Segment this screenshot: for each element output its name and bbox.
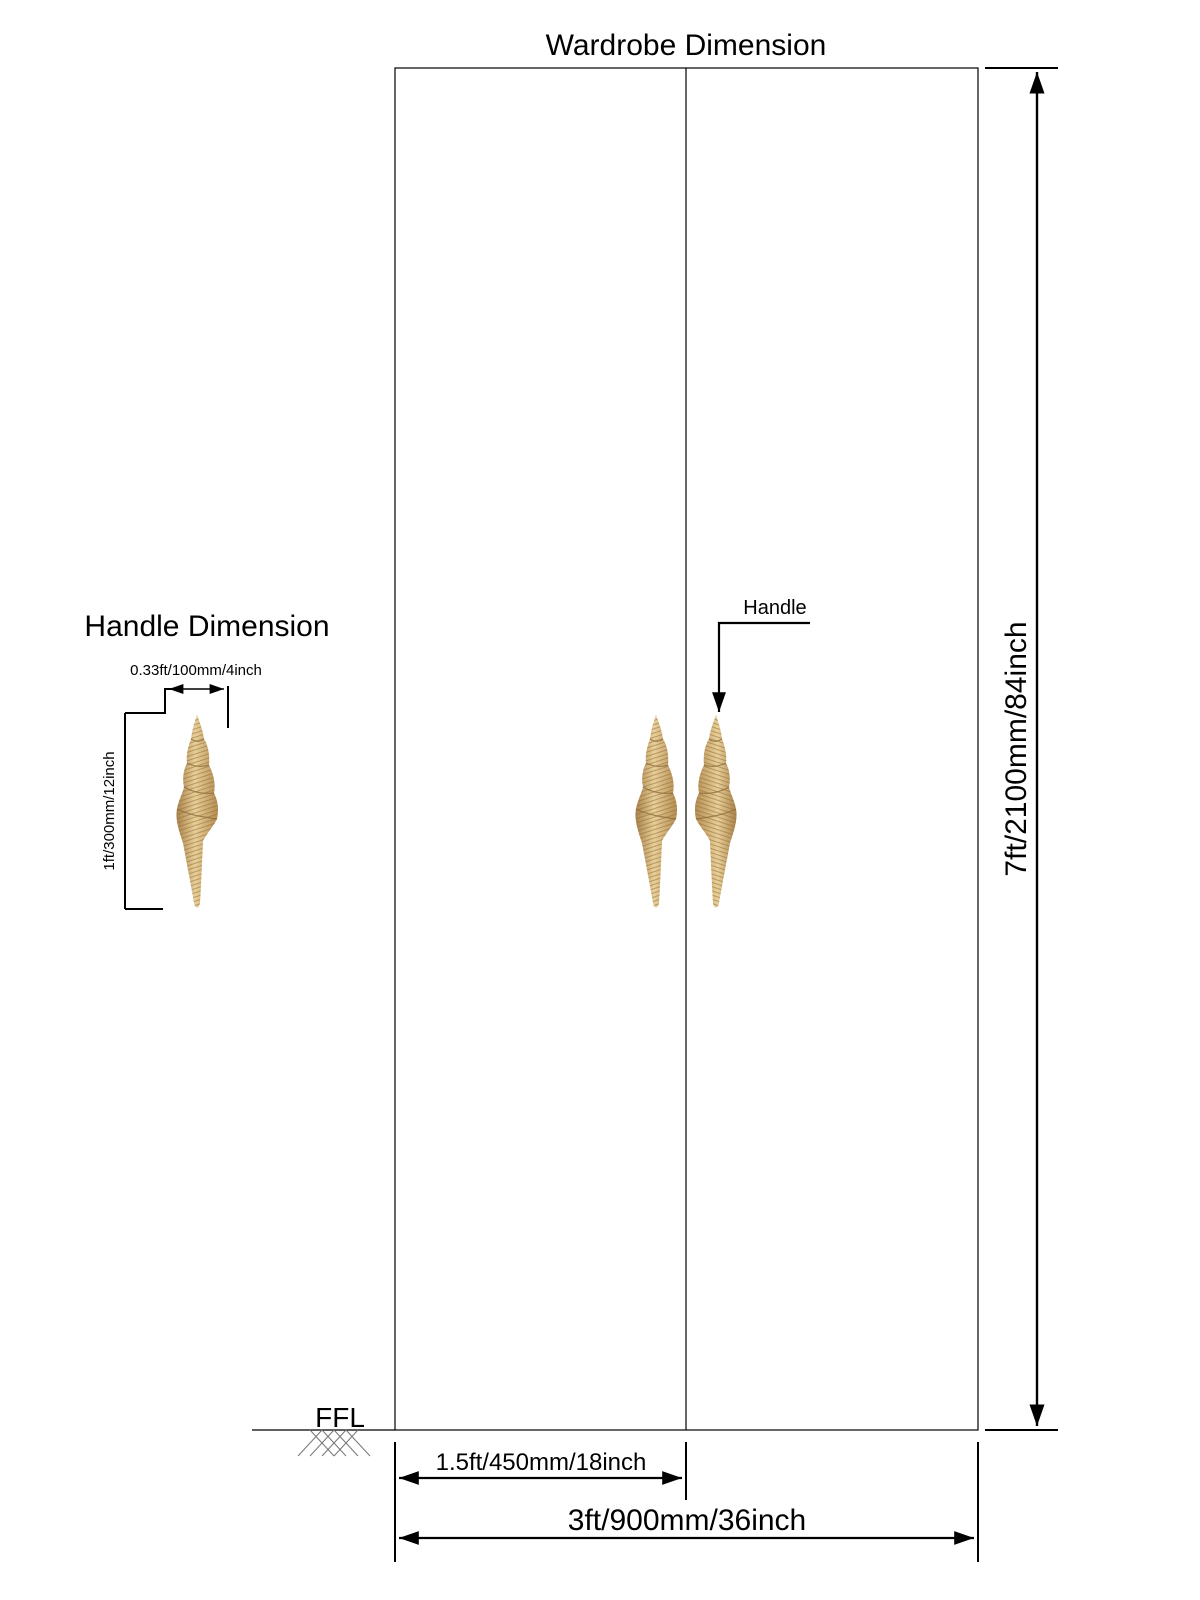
- handle-title: Handle Dimension: [84, 610, 330, 643]
- handle-callout-arrow: [719, 623, 810, 712]
- total-width-label: 3ft/900mm/36inch: [567, 1504, 807, 1537]
- wardrobe-title: Wardrobe Dimension: [545, 29, 827, 62]
- handle-callout: [719, 597, 810, 712]
- ground-hatch-icon: [298, 1430, 370, 1456]
- floor-label: FFL: [315, 1402, 365, 1433]
- handle-width-dimension: [125, 686, 228, 728]
- handle-width-label: 0.33ft/100mm/4inch: [130, 662, 262, 679]
- spiral-shell-handle-icon: [176, 715, 218, 908]
- door-width-label: 1.5ft/450mm/18inch: [435, 1449, 647, 1476]
- handle-height-label: 1ft/300mm/12inch: [101, 751, 118, 871]
- spiral-shell-handle-icon: [695, 715, 737, 908]
- height-label: 7ft/2100mm/84inch: [1000, 621, 1033, 877]
- handle-callout-label: Handle: [743, 597, 807, 619]
- spiral-shell-handle-icon: [635, 715, 677, 908]
- handle-height-dimension: [101, 713, 163, 909]
- total-width-dimension: [399, 1504, 974, 1538]
- wardrobe-outline: [395, 68, 978, 1430]
- handle-width-leader: [125, 689, 175, 713]
- door-width-dimension: [395, 1442, 978, 1562]
- height-dimension: [985, 68, 1058, 1430]
